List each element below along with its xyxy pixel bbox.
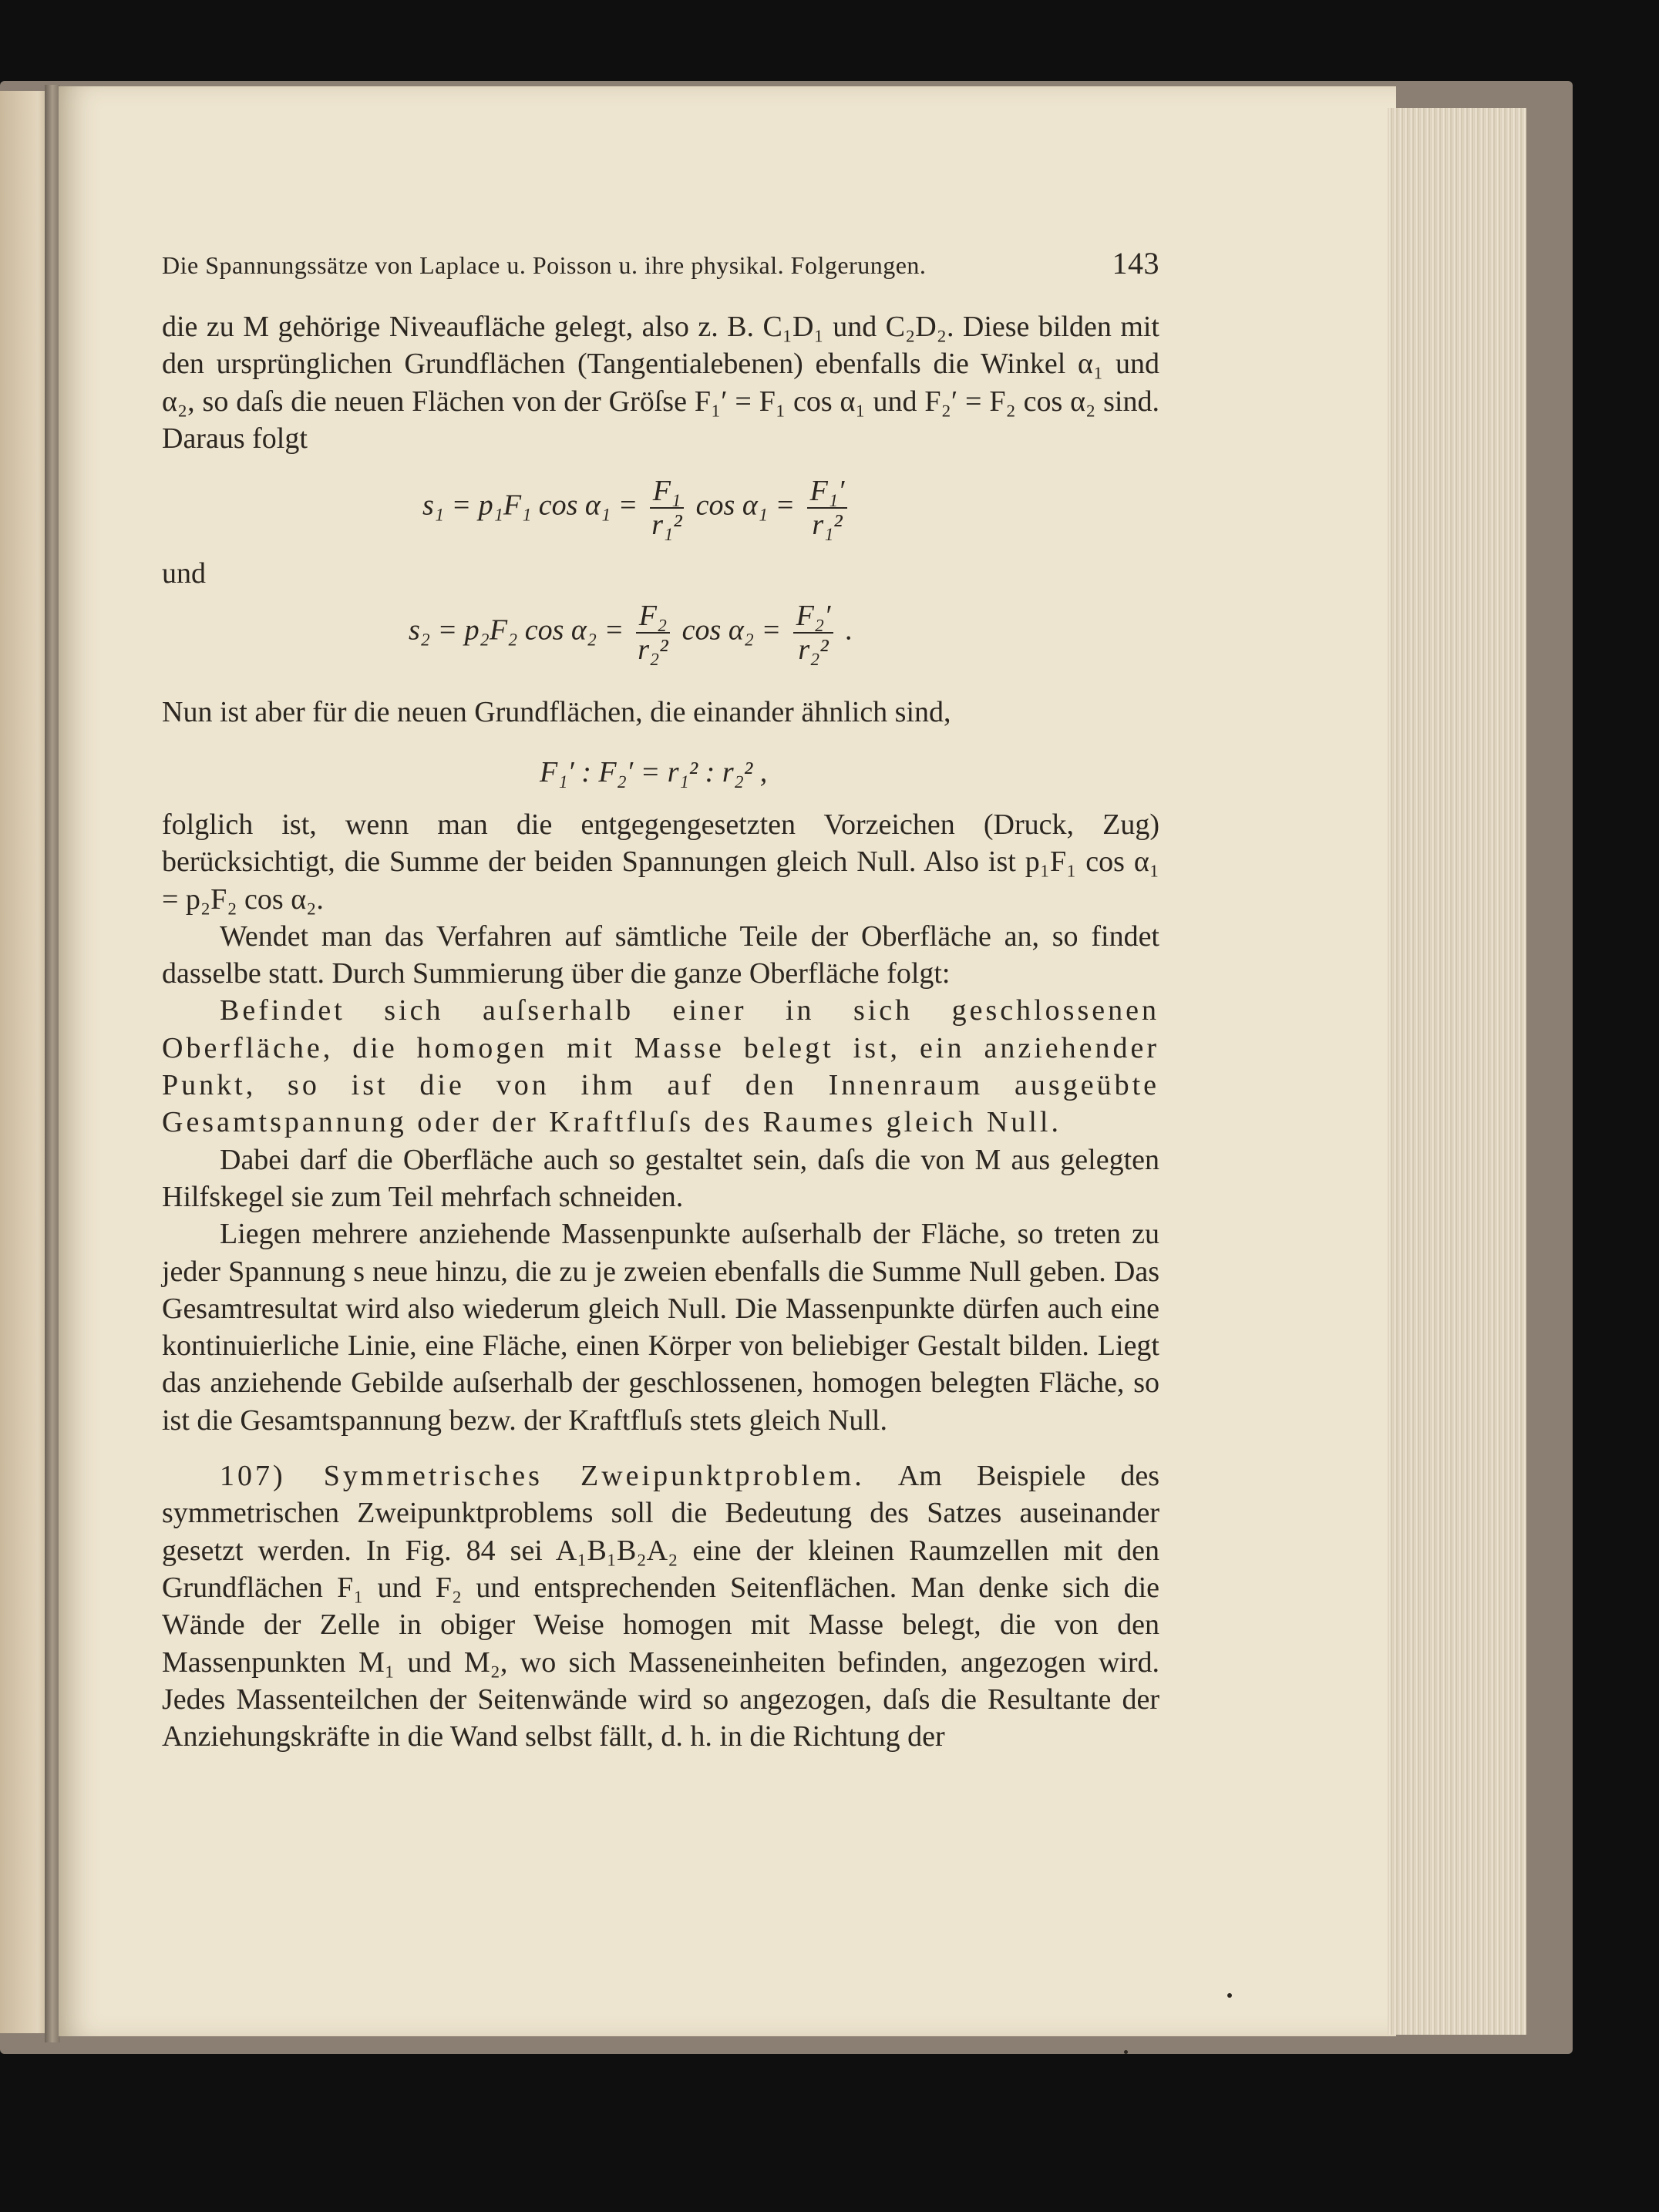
equation-1 — [422, 475, 852, 541]
paragraph-3: folglich ist, wenn man die entgegengesetzten Vorzeichen (Druck, Zug) berücksichtigt, die Summe der beiden Spannungen gleich Null. Also ist p₁F₁ cos α₁ = p₂F₂ cos α₂. — [162, 808, 1159, 916]
main-text-block — [162, 806, 1159, 1755]
paragraph-6: Dabei darf die Oberfläche auch so gestaltet sein, daſs die von M aus gelegten Hilfskegel sie zum Teil mehrfach schneiden. — [162, 1143, 1159, 1213]
equation-2-lhs: s₂ = p₂F₂ cos α₂ = — [409, 614, 624, 647]
ink-speck — [1227, 1993, 1232, 1998]
equation-1-middle: cos α₁ = — [695, 489, 796, 522]
paragraph-1: die zu M gehörige Niveaufläche gelegt, also z. B. C₁D₁ und C₂D₂. Diese bilden mit den ursprünglichen Grundflächen (Tangentialebenen) ebenfalls die Winkel α₁ und α₂, so daſs die neuen Flächen von der Gröſse F₁′ = F₁ cos α₁ und F₂′ = F₂ cos α₂ sind. Daraus folgt — [162, 311, 1159, 455]
section-107-body: Am Beispiele des symmetrischen Zweipunktproblems soll die Bedeutung des Satzes auseinander gesetzt werden. In Fig. 84 sei A₁B₁B₂A₂ eine der kleinen Raumzellen mit den Grundflächen F₁ und F₂ und entsprechenden Seitenflächen. Man denke sich die Wände der Zelle in obiger Weise homogen mit Masse belegt, die von den Massenpunkten M₁ und M₂, wo sich Masseneinheiten befinden, angezogen wird. Jedes Massenteilchen der Seitenwände wird so angezogen, daſs die Resultante der Anziehungskräfte in die Wand selbst fällt, d. h. in die Richtung der — [162, 1460, 1160, 1753]
section-107-heading: 107) Symmetrisches Zweipunktproblem. — [220, 1460, 865, 1493]
equation-2-end: . — [845, 614, 853, 647]
running-header — [162, 245, 1159, 281]
page-edges — [1388, 108, 1526, 2035]
equation-2-middle: cos α₂ = — [681, 614, 782, 647]
theorem-paragraph: Befindet sich auſserhalb einer in sich geschlossenen Oberfläche, die homogen mit Masse belegt ist, ein anziehender Punkt, so ist die von ihm auf den Innenraum ausgeübte Gesamtspannung oder der Kraftfluſs des Raumes gleich Null. — [162, 994, 1159, 1139]
fraction-denominator: r₂² — [798, 634, 829, 666]
paragraph-4: Wendet man das Verfahren auf sämtliche Teile der Oberfläche an, so findet dasselbe statt. Durch Summierung über die ganze Oberfläche folgt: — [162, 919, 1159, 990]
fraction-numerator: F₂′ — [793, 600, 834, 634]
section-107-paragraph — [162, 1457, 1159, 1755]
running-title: Die Spannungssätze von Laplace u. Poisson u. ihre physikal. Folgerungen. — [162, 251, 927, 279]
equation-2-fraction-1 — [636, 600, 670, 666]
paragraph-1-block — [162, 308, 1159, 457]
paragraph-7: Liegen mehrere anziehende Massenpunkte auſserhalb der Fläche, so treten zu jeder Spannung s neue hinzu, die zu je zweien ebenfalls die Summe Null geben. Das Gesamtresultat wird also wiederum gleich Null. Die Massenpunkte dürfen auch eine kontinuierliche Linie, eine Fläche, einen Körper von beliebiger Gestalt bilden. Liegt das anziehende Gebilde auſserhalb der geschlossenen, homogen belegten Fläche, so ist die Gesamtspannung bezw. der Kraftfluſs stets gleich Null. — [162, 1218, 1159, 1437]
fraction-denominator: r₂² — [638, 634, 668, 666]
fraction-denominator: r₁² — [651, 509, 682, 541]
paragraph-2-block — [162, 694, 1159, 731]
equation-1-fraction-2 — [807, 475, 848, 541]
fraction-numerator: F₁ — [650, 475, 684, 509]
equation-2-fraction-2 — [793, 600, 834, 666]
fraction-numerator: F₁′ — [807, 475, 848, 509]
equation-1-fraction-1 — [650, 475, 684, 541]
paragraph-2: Nun ist aber für die neuen Grundflächen, die einander ähnlich sind, — [162, 696, 951, 728]
fraction-denominator: r₁² — [812, 509, 843, 541]
equation-3: F₁′ : F₂′ = r₁² : r₂² , — [540, 756, 768, 788]
equation-1-lhs: s₁ = p₁F₁ cos α₁ = — [422, 489, 638, 522]
page-number: 143 — [1112, 246, 1159, 281]
fraction-numerator: F₂ — [636, 600, 670, 634]
equation-2 — [409, 600, 853, 666]
ink-speck — [1124, 2050, 1128, 2054]
book-gutter — [45, 85, 60, 2042]
und-connector: und — [162, 557, 206, 590]
